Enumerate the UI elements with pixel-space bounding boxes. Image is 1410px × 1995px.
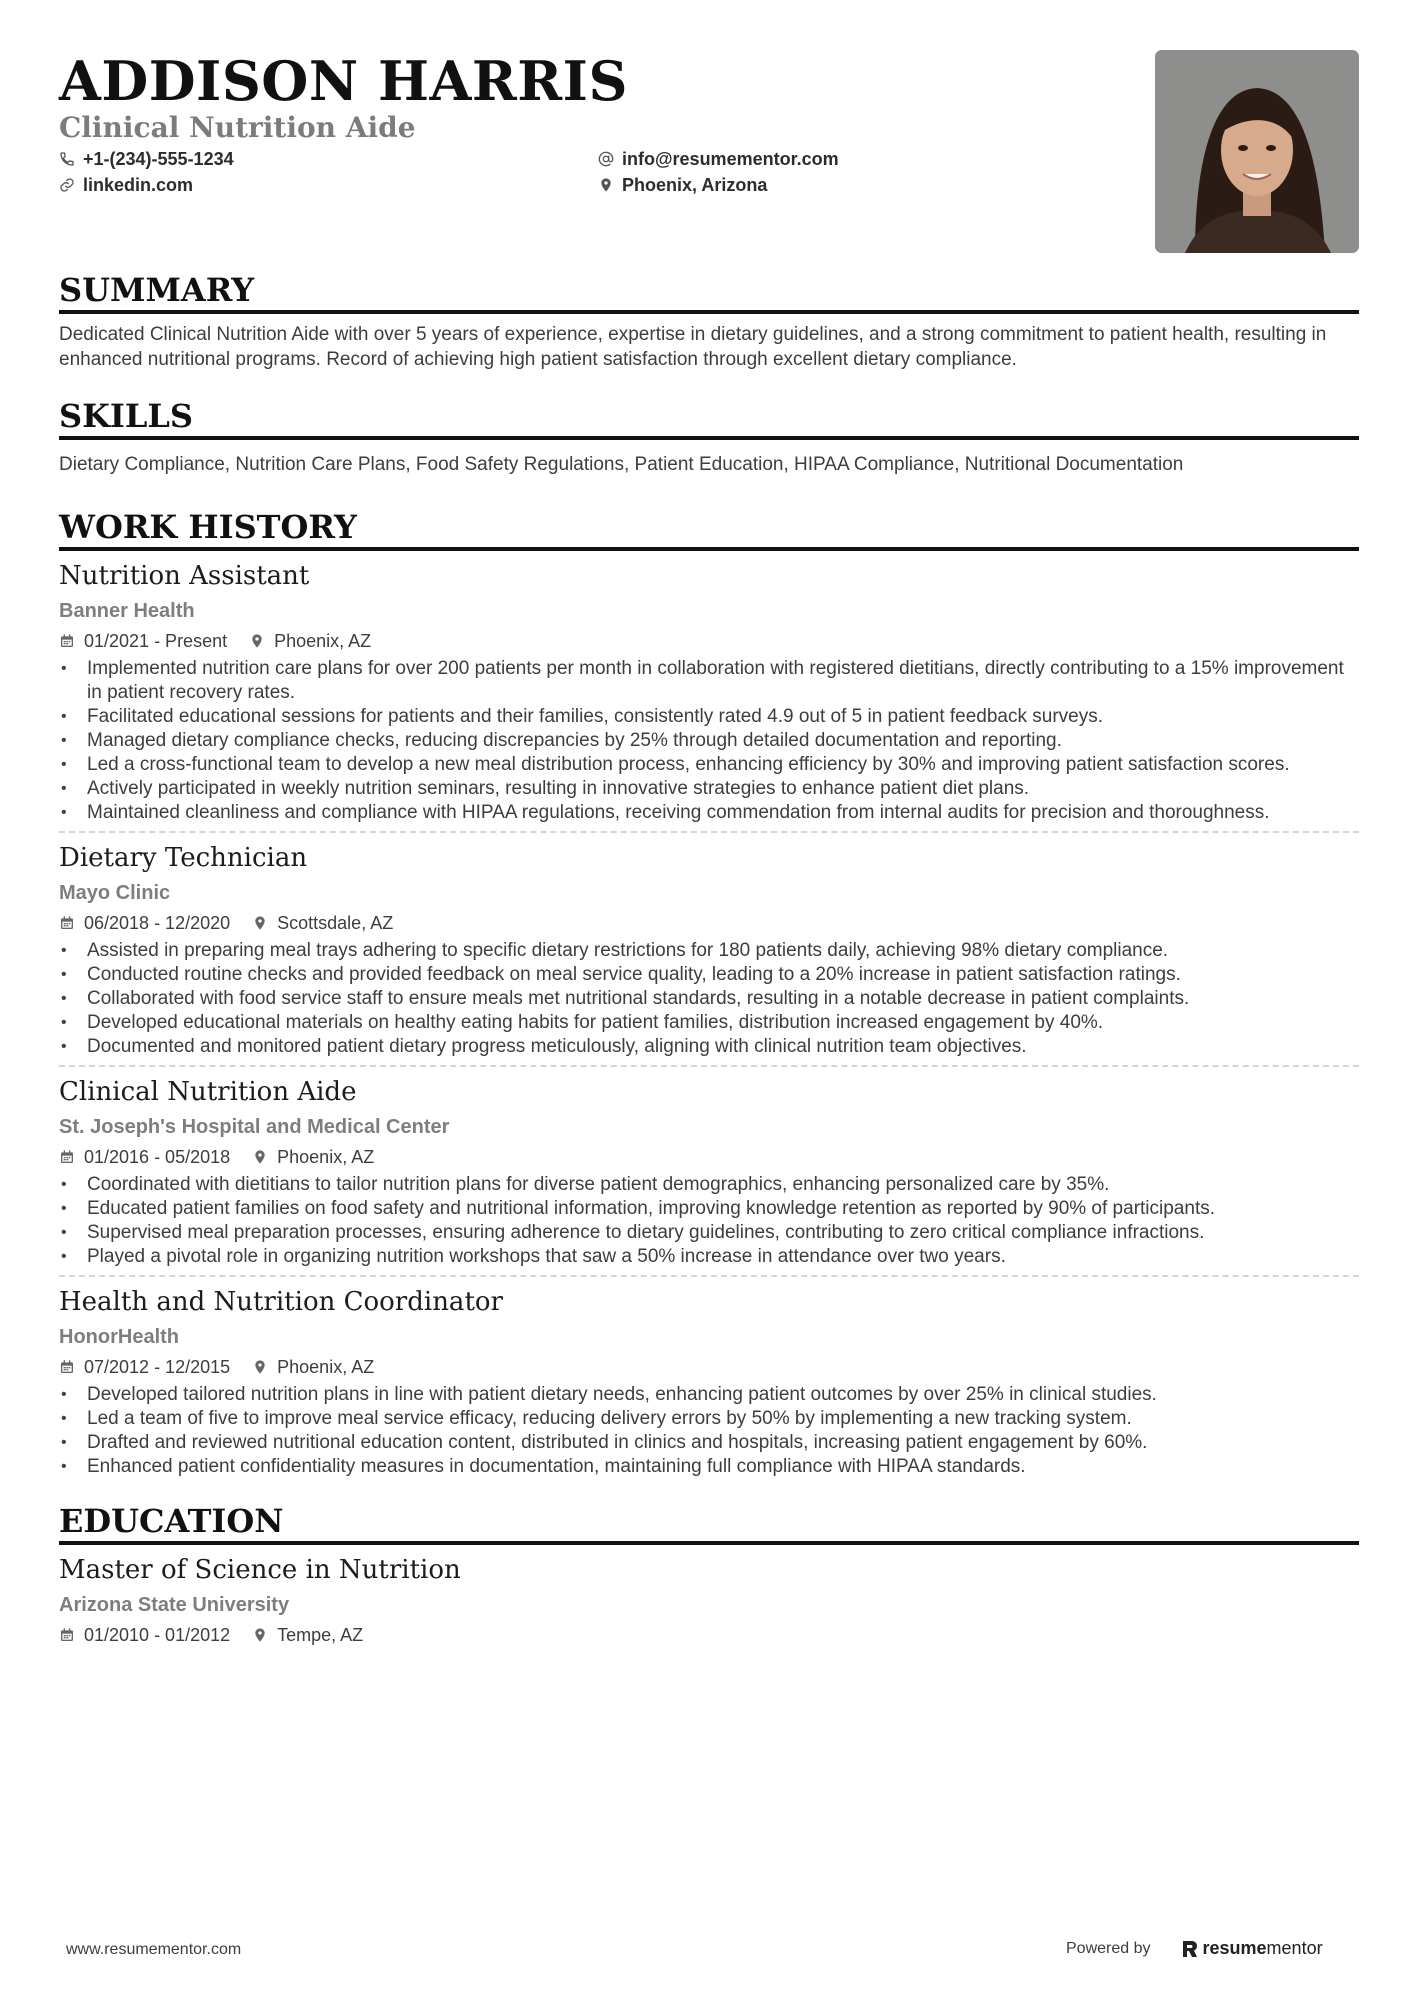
location-text: Phoenix, Arizona — [622, 175, 768, 195]
job-bullets — [59, 939, 1359, 1059]
job-bullet: • Supervised meal preparation processes, ensuring adherence to dietary guidelines, contributing to zero critical compliance infractions. — [59, 1221, 1359, 1245]
job-bullet: • Implemented nutrition care plans for over 200 patients per month in collaboration with registered dietitians, directly contributing to a 15% improvement in patient recovery rates. — [59, 657, 1359, 705]
job-bullet: • Enhanced patient confidentiality measures in documentation, maintaining full compliance with HIPAA standards. — [59, 1455, 1359, 1479]
summary-section — [59, 270, 1359, 372]
work-history-heading: WORK HISTORY — [59, 507, 1359, 551]
candidate-title: Clinical Nutrition Aide — [59, 111, 416, 144]
job-dates: 07/2012 - 12/2015 — [84, 1357, 231, 1377]
job-entry — [59, 1285, 1359, 1479]
footer-website[interactable]: www.resumementor.com — [66, 1941, 242, 1958]
profile-portrait-image — [1155, 50, 1359, 253]
brand-logo[interactable] — [1181, 1938, 1323, 1959]
job-location — [252, 1145, 374, 1169]
brand-bold-text: resume — [1202, 1938, 1267, 1958]
contact-linkedin[interactable] — [59, 173, 193, 197]
map-pin-icon — [252, 1627, 268, 1643]
brand-light-text: mentor — [1266, 1938, 1323, 1958]
job-meta — [59, 911, 1359, 935]
resumementor-logo-icon — [1181, 1939, 1199, 1959]
map-pin-icon — [252, 915, 268, 931]
profile-photo — [1155, 50, 1359, 253]
education-dates: 01/2010 - 01/2012 — [84, 1625, 231, 1645]
contact-location — [598, 173, 767, 197]
job-location — [252, 911, 393, 935]
job-location-text: Phoenix, AZ — [274, 631, 372, 651]
summary-heading: SUMMARY — [59, 270, 1359, 314]
link-icon — [59, 177, 75, 193]
job-bullet: • Led a team of five to improve meal service efficacy, reducing delivery errors by 50% by implementing a new tracking system. — [59, 1407, 1359, 1431]
job-location-text: Phoenix, AZ — [277, 1357, 375, 1377]
job-bullet: • Led a cross-functional team to develop a new meal distribution process, enhancing efficiency by 30% and improving patient satisfaction scores. — [59, 753, 1359, 777]
education-school: Arizona State University — [59, 1594, 290, 1616]
work-history-section — [59, 507, 1359, 1479]
map-pin-icon — [252, 1359, 268, 1375]
job-bullet: • Played a pivotal role in organizing nutrition workshops that saw a 50% increase in attendance over two years. — [59, 1245, 1359, 1269]
job-location-text: Phoenix, AZ — [277, 1147, 375, 1167]
job-meta — [59, 629, 1359, 653]
job-bullets — [59, 1383, 1359, 1479]
education-section — [59, 1501, 1359, 1647]
skills-text: Dietary Compliance, Nutrition Care Plans, Food Safety Regulations, Patient Education, HIPAA Compliance, Nutritional Documentation — [59, 454, 1184, 475]
job-bullet: • Maintained cleanliness and compliance with HIPAA regulations, receiving commendation from internal audits for precision and thoroughness. — [59, 801, 1359, 825]
job-location — [252, 1355, 374, 1379]
summary-text: Dedicated Clinical Nutrition Aide with over 5 years of experience, expertise in dietary guidelines, and a strong commitment to patient health, resulting in enhanced nutritional programs. Record of achieving high patient satisfaction through excellent dietary compliance. — [59, 324, 1327, 370]
job-bullets — [59, 1173, 1359, 1269]
education-meta — [59, 1623, 1359, 1647]
job-dates: 01/2021 - Present — [84, 631, 228, 651]
job-bullet: • Collaborated with food service staff to ensure meals met nutritional standards, resulting in a notable decrease in patient complaints. — [59, 987, 1359, 1011]
calendar-icon — [59, 915, 75, 931]
job-divider — [59, 831, 1359, 833]
job-bullet: • Managed dietary compliance checks, reducing discrepancies by 25% through detailed documentation and reporting. — [59, 729, 1359, 753]
education-location-text: Tempe, AZ — [277, 1625, 364, 1645]
job-bullet: • Educated patient families on food safety and nutritional information, improving knowledge retention as reported by 90% of participants. — [59, 1197, 1359, 1221]
job-bullet: • Developed educational materials on healthy eating habits for patient families, distribution increased engagement by 40%. — [59, 1011, 1359, 1035]
education-location — [252, 1623, 363, 1647]
job-title: Nutrition Assistant — [59, 561, 310, 591]
job-entry — [59, 1075, 1359, 1277]
footer-brand — [1066, 1938, 1323, 1959]
job-divider — [59, 1275, 1359, 1277]
contact-phone — [59, 147, 234, 171]
phone-text: +1-(234)-555-1234 — [83, 149, 234, 169]
job-bullet: • Documented and monitored patient dietary progress meticulously, aligning with clinical nutrition team objectives. — [59, 1035, 1359, 1059]
candidate-name: ADDISON HARRIS — [59, 49, 628, 113]
job-bullet: • Actively participated in weekly nutrition seminars, resulting in innovative strategies to enhance patient diet plans. — [59, 777, 1359, 801]
job-dates: 06/2018 - 12/2020 — [84, 913, 231, 933]
job-location — [249, 629, 371, 653]
job-company: Banner Health — [59, 600, 195, 622]
calendar-icon — [59, 1359, 75, 1375]
resume-page — [59, 0, 1359, 1647]
job-bullet: • Assisted in preparing meal trays adhering to specific dietary restrictions for 180 patients daily, achieving 98% dietary compliance. — [59, 939, 1359, 963]
job-bullet: • Drafted and reviewed nutritional education content, distributed in clinics and hospitals, increasing patient engagement by 60%. — [59, 1431, 1359, 1455]
education-heading: EDUCATION — [59, 1501, 1359, 1545]
map-pin-icon — [598, 177, 614, 193]
powered-by-text: Powered by — [1066, 1939, 1151, 1957]
map-pin-icon — [249, 633, 265, 649]
job-dates: 01/2016 - 05/2018 — [84, 1147, 231, 1167]
job-location-text: Scottsdale, AZ — [277, 913, 394, 933]
job-divider — [59, 1065, 1359, 1067]
linkedin-text: linkedin.com — [83, 175, 194, 195]
job-entry — [59, 559, 1359, 833]
at-icon — [598, 151, 614, 167]
calendar-icon — [59, 1149, 75, 1165]
job-company: HonorHealth — [59, 1326, 179, 1348]
job-bullet: • Facilitated educational sessions for patients and their families, consistently rated 4.9 out of 5 in patient feedback surveys. — [59, 705, 1359, 729]
job-meta — [59, 1145, 1359, 1169]
job-meta — [59, 1355, 1359, 1379]
job-bullet: • Coordinated with dietitians to tailor nutrition plans for diverse patient demographics, enhancing personalized care by 35%. — [59, 1173, 1359, 1197]
skills-section — [59, 396, 1359, 477]
job-title: Health and Nutrition Coordinator — [59, 1287, 503, 1317]
job-entry — [59, 841, 1359, 1067]
job-bullet: • Developed tailored nutrition plans in line with patient dietary needs, enhancing patient outcomes by over 25% in clinical studies. — [59, 1383, 1359, 1407]
job-bullets — [59, 657, 1359, 825]
calendar-icon — [59, 1627, 75, 1643]
education-degree: Master of Science in Nutrition — [59, 1555, 461, 1585]
contact-email[interactable] — [598, 147, 839, 171]
resume-header — [59, 0, 1359, 270]
email-text: info@resumementor.com — [622, 149, 839, 169]
job-title: Dietary Technician — [59, 843, 308, 873]
job-list — [59, 559, 1359, 1479]
job-title: Clinical Nutrition Aide — [59, 1077, 357, 1107]
job-company: St. Joseph's Hospital and Medical Center — [59, 1116, 450, 1138]
skills-heading: SKILLS — [59, 396, 1359, 440]
job-bullet: • Conducted routine checks and provided feedback on meal service quality, leading to a 20% increase in patient satisfaction ratings. — [59, 963, 1359, 987]
map-pin-icon — [252, 1149, 268, 1165]
calendar-icon — [59, 633, 75, 649]
phone-icon — [59, 151, 75, 167]
job-company: Mayo Clinic — [59, 882, 171, 904]
